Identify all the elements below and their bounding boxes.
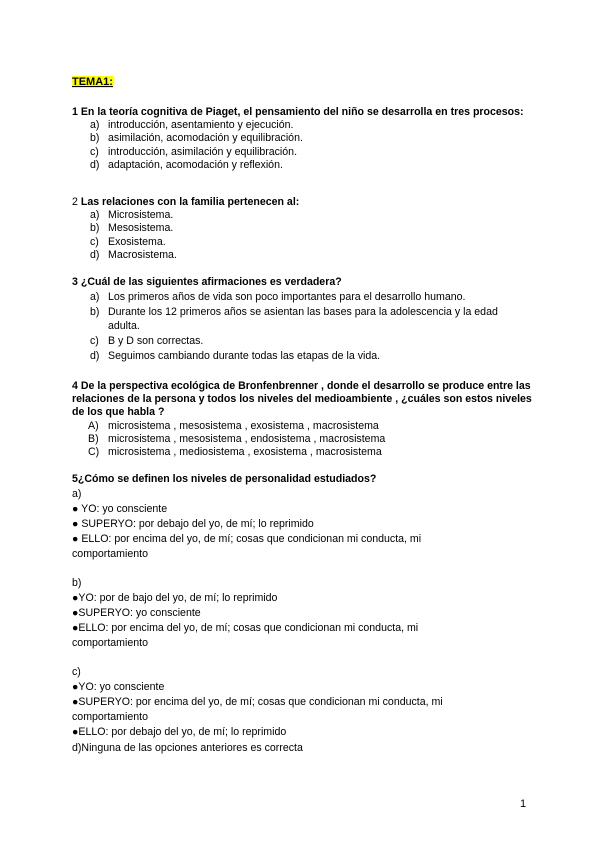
option: B) microsistema , mesosistema , endosistema , macrosistema bbox=[88, 432, 386, 445]
option-b-line: ●ELLO: por encima del yo, de mí; cosas que condicionan mi conducta, mi comportamiento bbox=[72, 622, 419, 650]
option-c-line: ●YO: yo consciente bbox=[72, 681, 165, 694]
question-5-title: 5¿Cómo se definen los niveles de personalidad estudiados? bbox=[72, 473, 377, 485]
question-2 bbox=[72, 196, 532, 262]
question-4-options bbox=[72, 420, 532, 460]
question-2-options bbox=[72, 209, 532, 262]
option: b) Durante los 12 primeros años se asientan las bases para la adolescencia y la edad adulta. bbox=[90, 306, 498, 332]
option-a-line: ● SUPERYO: por debajo del yo, de mí; lo reprimido bbox=[72, 518, 314, 531]
question-4-title: 4 De la perspectiva ecológica de Bronfenbrenner , donde el desarrollo se produce entre las relaciones de la persona y todos los niveles del medioambiente , ¿cuáles son estos niveles de los que habla ? bbox=[72, 380, 532, 419]
option: b) Mesosistema. bbox=[90, 222, 174, 235]
option: A) microsistema , mesosistema , exosistema , macrosistema bbox=[88, 419, 379, 432]
section-title: TEMA1: bbox=[72, 76, 113, 88]
option: b) asimilación, acomodación y equilibración. bbox=[90, 132, 303, 145]
option: d) Seguimos cambiando durante todas las etapas de la vida. bbox=[90, 350, 381, 363]
option: a) Los primeros años de vida son poco importantes para el desarrollo humano. bbox=[90, 291, 466, 304]
option: C) microsistema , mediosistema , exosistema , macrosistema bbox=[88, 446, 382, 459]
option-c-line: ●ELLO: por debajo del yo, de mí; lo reprimido bbox=[72, 726, 287, 739]
option-c-label: c) bbox=[72, 666, 81, 679]
option-b-line: ●YO: por de bajo del yo, de mí; lo reprimido bbox=[72, 592, 278, 605]
option: d) Macrosistema. bbox=[90, 248, 177, 261]
option-b-line: ●SUPERYO: yo consciente bbox=[72, 607, 201, 620]
question-3-title: 3 ¿Cuál de las siguientes afirmaciones es verdadera? bbox=[72, 276, 342, 288]
page-number: 1 bbox=[520, 798, 527, 810]
option: c) B y D son correctas. bbox=[90, 334, 204, 347]
question-5 bbox=[72, 472, 532, 756]
option-d: d)Ninguna de las opciones anteriores es correcta bbox=[72, 741, 303, 754]
option: c) introducción, asimilación y equilibración. bbox=[90, 145, 298, 158]
question-3 bbox=[72, 276, 532, 365]
question-2-title: 2 Las relaciones con la familia pertenecen al: bbox=[72, 196, 300, 208]
option: a) Microsistema. bbox=[90, 209, 174, 222]
question-1-options bbox=[72, 119, 532, 172]
option-a-label: a) bbox=[72, 488, 82, 501]
question-3-options bbox=[72, 291, 532, 363]
option-a-line: ● ELLO: por encima del yo, de mí; cosas que condicionan mi conducta, mi comportamiento bbox=[72, 533, 422, 561]
option: a) introducción, asentamiento y ejecución. bbox=[90, 119, 294, 132]
question-1 bbox=[72, 106, 532, 172]
option-c-line: ●SUPERYO: por encima del yo, de mí; cosas que condicionan mi conducta, mi comportamiento bbox=[72, 696, 443, 724]
option: d) adaptación, acomodación y reflexión. bbox=[90, 158, 283, 171]
option-b-label: b) bbox=[72, 577, 82, 590]
question-1-title: 1 En la teoría cognitiva de Piaget, el pensamiento del niño se desarrolla en tres procesos: bbox=[72, 106, 524, 118]
question-4 bbox=[72, 380, 532, 459]
option-a-line: ● YO: yo consciente bbox=[72, 503, 168, 516]
option: c) Exosistema. bbox=[90, 235, 166, 248]
